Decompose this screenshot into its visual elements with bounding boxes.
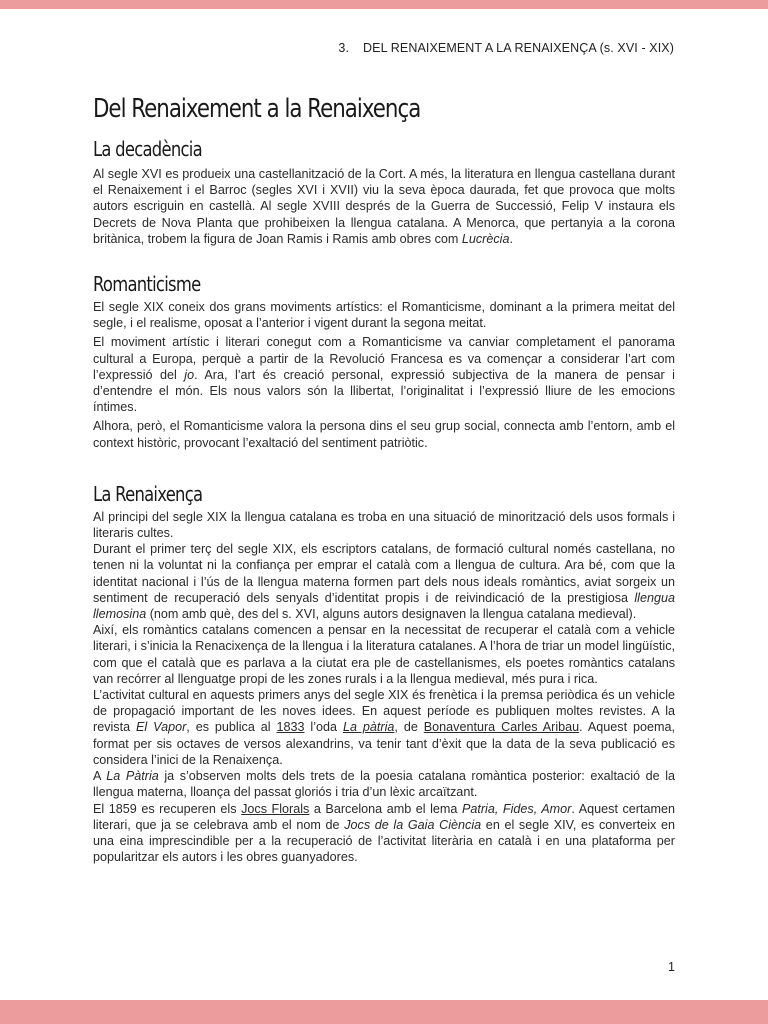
italic-term: La Pàtria (106, 769, 159, 784)
italic-term: Jocs de la Gaia Ciència (344, 817, 482, 832)
italic-term: Lucrècia (461, 231, 510, 246)
paragraph: El 1859 es recuperen els Jocs Florals a Barcelona amb el lema Patria, Fides, Amor. Aquest certamen literari, que ja se celebrava amb el nom de Jocs de la Gaia Ciència en el segle XIV, es converteix en una eina imprescindible per a la recuperació de l’activitat literària en català i en una plataforma per popularitzar els autors i les obres guanyadores. (93, 801, 676, 865)
top-decorative-band (0, 0, 768, 9)
italic-term: El Vapor (136, 720, 187, 735)
underlined-italic-link: La pàtria (342, 720, 395, 735)
section-romanticisme (93, 269, 675, 451)
chapter-title: DEL RENAIXEMENT A LA RENAIXENÇA (s. XVI - XIX) (363, 41, 674, 55)
chapter-number: 3. (338, 41, 350, 55)
section-heading: La Renaixença (93, 481, 203, 506)
paragraph: Durant el primer terç del segle XIX, els escriptors catalans, de formació cultural només castellana, no tenen ni la voluntat ni la confiança per emprar el català com a llengua de cultura. Ara bé, com que la identitat nacional i l’ús de la llengua materna formen part dels nous ideals romàntics, aviat sorgeix un sentiment de recuperació dels senyals d’identitat propis i de reivindicació de la prestigiosa llengua llemosina (nom amb què, des del s. XVI, alguns autors designaven la llengua catalana medieval). (93, 542, 675, 622)
paragraph: Al principi del segle XIX la llengua catalana es troba en una situació de minorització dels usos formals i literaris cultes. (93, 509, 675, 541)
paragraph: L’activitat cultural en aquests primers anys del segle XIX és frenètica i la premsa periòdica és un vehicle de propagació important de les noves idees. En aquest període es publiquen moltes revistes. A la revista El Vapor, es publica al 1833 l’oda La pàtria, de Bonaventura Carles Aribau. Aquest poema, format per sis octaves de versos alexandrins, va tenir tant d’èxit que la data de la seva publicació es considera l’inici de la Renaixença. (93, 688, 675, 767)
italic-term: jo (184, 367, 195, 382)
paragraph: El moviment artístic i literari conegut com a Romanticisme va canviar completament el panorama cultural a Europa, perquè a partir de la Revolució Francesa es va començar a considerar l’art com l’expressió del jo. Ara, l’art és creació personal, expressió subjectiva de la manera de pensar i d’entendre el món. Els nous valors són la llibertat, l’originalitat i l’expressió lliure de les emocions íntimes. (93, 335, 675, 415)
italic-term: Patria, Fides, Amor (461, 801, 572, 816)
section-decadencia (93, 132, 675, 247)
page-number: 1 (668, 960, 675, 974)
bottom-decorative-band (0, 1000, 768, 1024)
page-title: Del Renaixement a la Renaixença (93, 94, 421, 124)
section-heading: La decadència (93, 137, 202, 161)
running-header (338, 41, 674, 55)
section-renaixenca (93, 479, 675, 865)
underlined-link: Bonaventura Carles Aribau (423, 720, 580, 735)
italic-term: llengua llemosina (93, 590, 675, 622)
paragraph: Al segle XVI es produeix una castellanització de la Cort. A més, la literatura en llengua castellana durant el Renaixement i el Barroc (segles XVI i XVII) viu la seva època daurada, fet que provoca que molts autors escriguin en castellà. Al segle XVIII després de la Guerra de Successió, Felip V instaura els Decrets de Nova Planta que prohibeixen la llengua catalana. A Menorca, que pertanyia a la corona britànica, trobem la figura de Joan Ramis i Ramis amb obres com Lucrècia. (93, 167, 675, 246)
underlined-link: 1833 (276, 720, 305, 735)
paragraph: Així, els romàntics catalans comencen a pensar en la necessitat de recuperar el català com a vehicle literari, i s’inicia la Renacixença de la llengua i la literatura catalanes. A l’hora de triar un model lingüístic, com que el català que es parlava a la ciutat era ple de castellanismes, els poetes romàntics catalans van recórrer al llenguatge propi de les zones rurals i a la llengua medieval, més pura i rica. (93, 623, 675, 686)
paragraph: Alhora, però, el Romanticisme valora la persona dins el seu grup social, connecta amb l’entorn, amb el context històric, provocant l’exaltació del sentiment patriòtic. (93, 419, 675, 450)
document-body (93, 86, 675, 865)
paragraph: A La Pàtria ja s’observen molts dels trets de la poesia catalana romàntica posterior: exaltació de la llengua materna, lloança del passat gloriós i tria d’un lèxic arcaïtzant. (93, 769, 675, 800)
paragraph: El segle XIX coneix dos grans moviments artístics: el Romanticisme, dominant a la primera meitat del segle, i el realisme, oposat a l’anterior i vigent durant la segona meitat. (93, 300, 675, 331)
section-heading: Romanticisme (93, 272, 201, 297)
underlined-link: Jocs Florals (241, 801, 310, 816)
